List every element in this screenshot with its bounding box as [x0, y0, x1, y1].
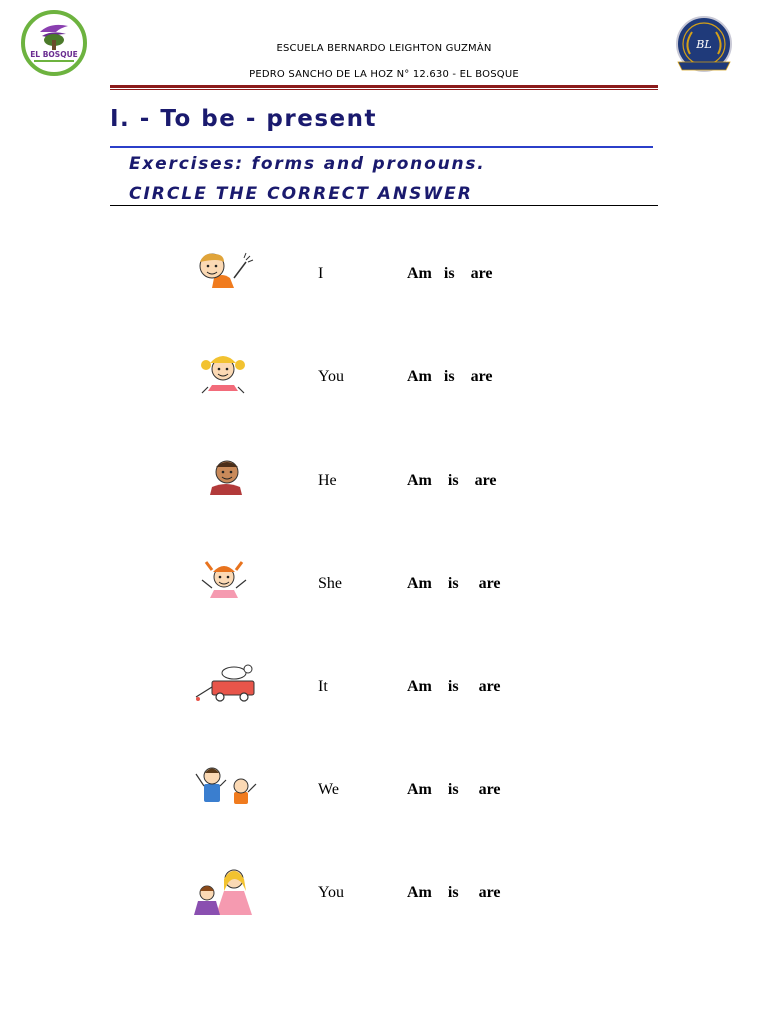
option-are[interactable]: are	[478, 781, 501, 798]
title-underline	[110, 146, 653, 148]
girl-pigtails-icon	[190, 351, 262, 401]
option-are[interactable]: are	[474, 472, 497, 489]
pronoun-label: I	[318, 265, 324, 282]
option-are[interactable]: are	[470, 368, 493, 385]
option-are[interactable]: are	[478, 678, 501, 695]
svg-text:BL: BL	[696, 38, 712, 51]
option-are[interactable]: are	[470, 265, 493, 282]
option-am[interactable]: Am	[407, 265, 432, 282]
answer-options	[407, 472, 496, 490]
option-are[interactable]: are	[478, 884, 501, 901]
instruction-underline	[110, 205, 658, 206]
option-is[interactable]: is	[447, 575, 459, 592]
pronoun-label: She	[318, 575, 342, 592]
page-title: I. - To be - present	[110, 106, 377, 132]
boy-waving-icon	[190, 248, 262, 298]
exercise-instruction: CIRCLE THE CORRECT ANSWER	[129, 184, 473, 204]
answer-options	[407, 781, 500, 799]
pronoun-label: You	[318, 884, 344, 901]
logo-lettering: EL BOSQUE	[30, 50, 78, 59]
option-am[interactable]: Am	[407, 472, 432, 489]
option-is[interactable]: is	[447, 472, 459, 489]
exercise-row	[0, 248, 768, 308]
school-crest-logo	[668, 14, 740, 76]
two-kids-icon	[190, 764, 262, 814]
school-address: PEDRO SANCHO DE LA HOZ N° 12.630 - EL BOSQUE	[249, 69, 519, 80]
option-am[interactable]: Am	[407, 575, 432, 592]
exercise-row	[0, 558, 768, 618]
exercise-row	[0, 661, 768, 721]
option-are[interactable]: are	[478, 575, 501, 592]
option-am[interactable]: Am	[407, 368, 432, 385]
option-is[interactable]: is	[447, 781, 459, 798]
mother-daughter-icon	[190, 867, 262, 917]
el-bosque-logo	[18, 10, 90, 76]
exercise-row	[0, 867, 768, 927]
answer-options	[407, 575, 500, 593]
header-divider-thin	[110, 89, 658, 90]
dog-wagon-icon	[190, 661, 262, 711]
option-is[interactable]: is	[447, 678, 459, 695]
exercise-subtitle: Exercises: forms and pronouns.	[129, 154, 486, 174]
answer-options	[407, 265, 492, 283]
exercise-row	[0, 351, 768, 411]
pronoun-label: You	[318, 368, 344, 385]
school-name: ESCUELA BERNARDO LEIGHTON GUZMÀN	[276, 43, 492, 54]
girl-cheering-icon	[190, 558, 262, 608]
option-is[interactable]: is	[447, 884, 459, 901]
option-is[interactable]: is	[443, 265, 455, 282]
answer-options	[407, 678, 500, 696]
exercise-row	[0, 764, 768, 824]
pronoun-label: It	[318, 678, 328, 695]
option-is[interactable]: is	[443, 368, 455, 385]
option-am[interactable]: Am	[407, 781, 432, 798]
option-am[interactable]: Am	[407, 678, 432, 695]
exercise-row	[0, 455, 768, 515]
boy-smiling-icon	[190, 455, 262, 505]
pronoun-label: He	[318, 472, 337, 489]
answer-options	[407, 884, 500, 902]
pronoun-label: We	[318, 781, 339, 798]
header-divider	[110, 85, 658, 88]
answer-options	[407, 368, 492, 386]
option-am[interactable]: Am	[407, 884, 432, 901]
